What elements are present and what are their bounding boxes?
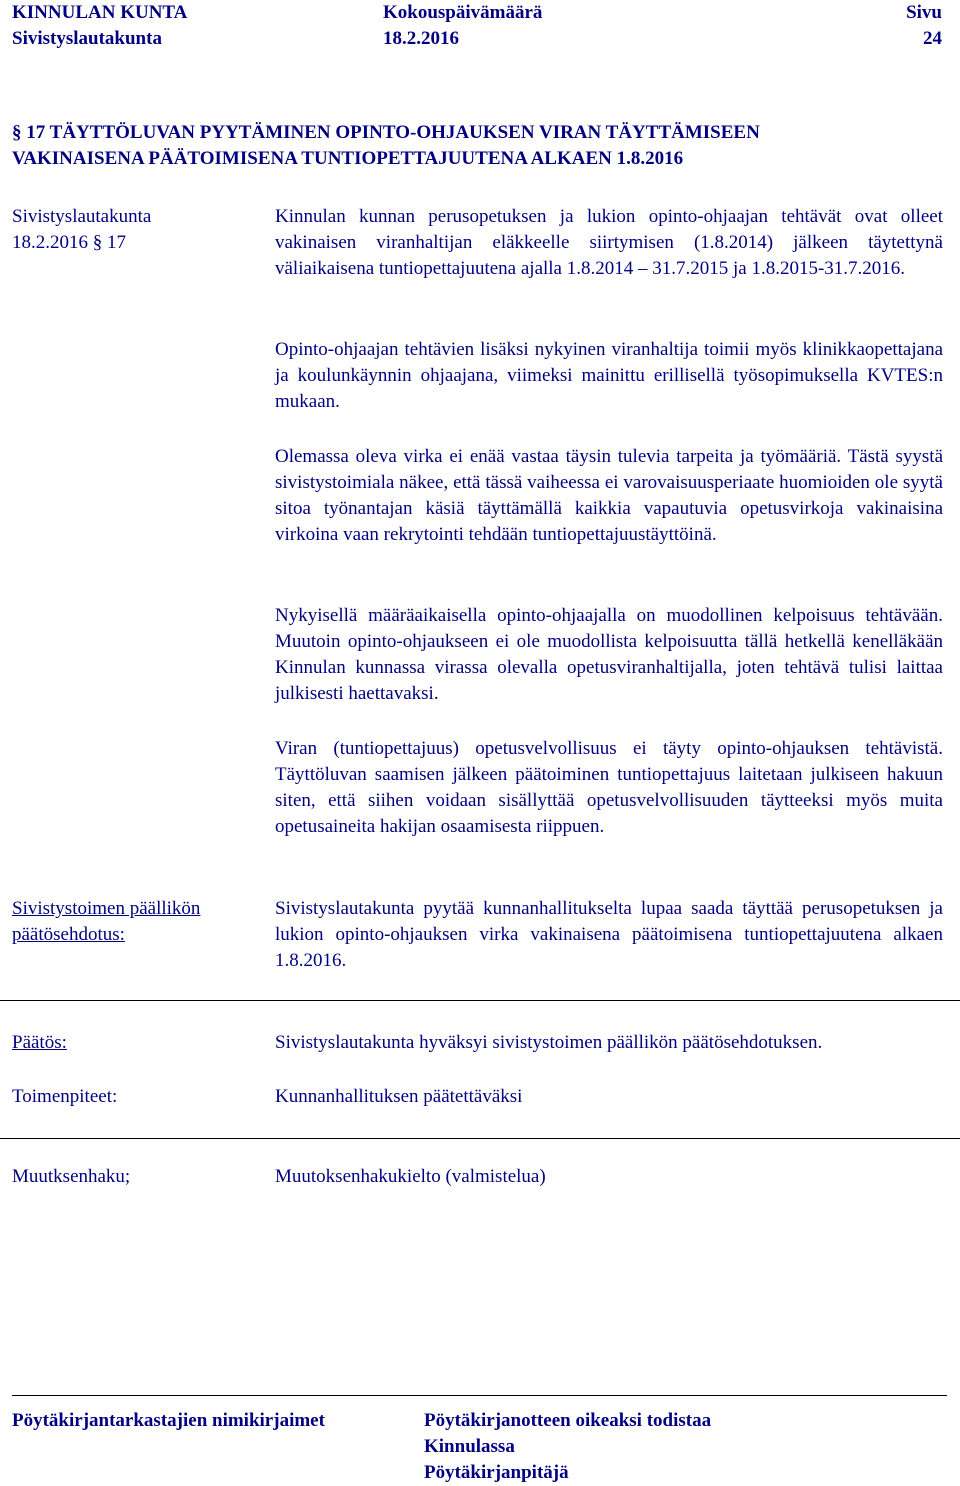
decision-text: Sivistyslautakunta hyväksyi sivistystoimen päällikön päätösehdotuksen.	[275, 1032, 823, 1053]
body-paragraph-5: Viran (tuntiopettajuus) opetusvelvollisuus ei täyty opinto-ohjauksen tehtävistä. Täyttöluvan saamisen jälkeen päätoiminen tuntiopettajuus laitetaan julkiseen hakuun siten, että siihen voidaan sisällyttää opetusvelvollisuuden täytteeksi myös muita opetusaineita hakijan osaamisesta riippuen.	[275, 738, 943, 837]
appeal-label: Muutksenhaku;	[12, 1166, 131, 1187]
footer-minutes-keeper: Pöytäkirjanpitäjä	[424, 1462, 569, 1483]
header-left	[12, 0, 187, 52]
footer-signature-initials: Pöytäkirjantarkastajien nimikirjaimet	[12, 1410, 325, 1431]
section-title-line1: § 17 TÄYTTÖLUVAN PYYTÄMINEN OPINTO-OHJAUKSEN VIRAN TÄYTTÄMISEEN	[12, 122, 760, 143]
municipality-name: KINNULAN KUNTA	[12, 2, 188, 23]
footer-place: Kinnulassa	[424, 1436, 515, 1457]
footer-rule	[12, 1395, 947, 1396]
actions-label: Toimenpiteet:	[12, 1086, 118, 1107]
proposal-text: Sivistyslautakunta pyytää kunnanhallitukselta lupaa saada täyttää perusopetuksen ja lukion opinto-ohjauksen virka vakinaisena päätoimisena tuntiopettajuutena alkaen 1.8.2016.	[275, 898, 943, 971]
header-center	[383, 0, 542, 52]
meeting-date: 18.2.2016	[383, 28, 459, 49]
proposal-label-line2: päätösehdotus:	[12, 924, 125, 945]
reference-date-section: 18.2.2016 § 17	[12, 232, 126, 253]
proposal-label-line1: Sivistystoimen päällikön	[12, 898, 201, 919]
board-name: Sivistyslautakunta	[12, 28, 162, 49]
footer-certification: Pöytäkirjanotteen oikeaksi todistaa	[424, 1410, 712, 1431]
divider-middle	[0, 1138, 960, 1139]
meeting-date-label: Kokouspäivämäärä	[383, 2, 543, 23]
reference-board: Sivistyslautakunta	[12, 206, 152, 227]
section-title	[12, 120, 952, 172]
page-number: 24	[923, 28, 942, 49]
page-label: Sivu	[906, 2, 942, 23]
body-paragraph-2: Opinto-ohjaajan tehtävien lisäksi nykyinen viranhaltija toimii myös klinikkaopettajana ja koulunkäynnin ohjaajana, viimeksi mainittu erillisellä työsopimuksella KVTES:n mukaan.	[275, 339, 943, 412]
body-paragraph-4: Nykyisellä määräaikaisella opinto-ohjaajalla on muodollinen kelpoisuus tehtävään. Muutoin opinto-ohjaukseen ei ole muodollista kelpoisuutta tällä hetkellä kenelläkään Kinnulan kunnassa virassa olevalla opetusviranhaltijalla, joten tehtävä tulisi laittaa julkisesti haettavaksi.	[275, 605, 943, 704]
appeal-text: Muutoksenhakukielto (valmistelua)	[275, 1166, 546, 1187]
section-title-line2: VAKINAISENA PÄÄTOIMISENA TUNTIOPETTAJUUTENA ALKAEN 1.8.2016	[12, 148, 684, 169]
header-right	[906, 0, 942, 52]
actions-text: Kunnanhallituksen päätettäväksi	[275, 1086, 523, 1107]
body-paragraph-1: Kinnulan kunnan perusopetuksen ja lukion opinto-ohjaajan tehtävät ovat olleet vakinaisen viranhaltijan eläkkeelle siirtymisen (1.8.2014) jälkeen täytettynä väliaikaisena tuntiopettajuutena ajalla 1.8.2014 – 31.7.2015 ja 1.8.2015-31.7.2016.	[275, 206, 943, 279]
decision-label: Päätös:	[12, 1032, 67, 1053]
body-paragraph-3: Olemassa oleva virka ei enää vastaa täysin tulevia tarpeita ja työmääriä. Tästä syystä sivistystoimiala näkee, että tässä vaiheessa ei varovaisuusperiaate huomioiden ole syytä sitoa työnantajan käsiä täyttämällä kaikkia vapautuvia opetusvirkoja vakinaisina virkoina vaan rekrytointi tehdään tuntiopettajuustäyttöinä.	[275, 446, 943, 545]
divider-top	[0, 1000, 960, 1001]
section-symbol: §	[12, 122, 22, 143]
